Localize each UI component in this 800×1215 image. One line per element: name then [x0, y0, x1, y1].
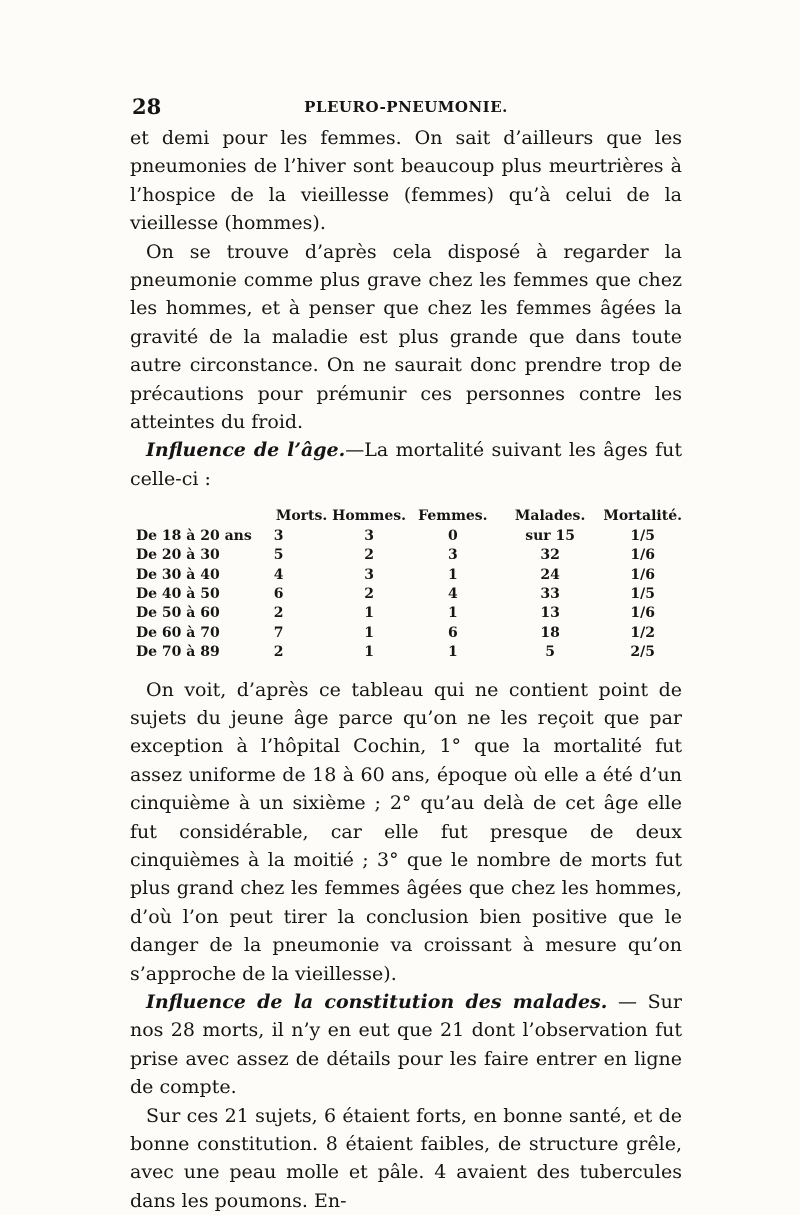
- page-number: 28: [132, 94, 162, 119]
- table-cell: sur 15: [525, 527, 576, 544]
- table-cell: 1/6: [630, 605, 655, 622]
- table-row: [130, 585, 682, 604]
- table-cell: 2/5: [630, 644, 655, 661]
- table-cell: 1/6: [630, 566, 655, 583]
- page-body: [130, 124, 682, 1215]
- table-cell: 1/6: [630, 547, 655, 564]
- text-run: et demi pour les femmes. On sait d’ailleurs que les pneumonies de l’hiver sont beaucoup plus meurtrières à l’hospice de la vieillesse (femmes) qu’à celui de la vieillesse (hommes).: [130, 127, 682, 235]
- column-header: Morts.: [275, 508, 328, 525]
- table-cell: 6: [273, 585, 284, 602]
- table-cell: 18: [540, 624, 560, 641]
- table-cell: De 30 à 40: [136, 566, 220, 583]
- table-cell: 1: [447, 566, 458, 583]
- table-cell: 3: [273, 527, 284, 544]
- table-cell: 1: [447, 605, 458, 622]
- text-run: On voit, d’après ce tableau qui ne contient point de sujets du jeune âge parce qu’on ne les reçoit que par exception à l’hôpital Cochin, 1° que la mortalité fut assez uniforme de 18 à 60 ans, époque où elle a été d’un cinquième à un sixième ; 2° qu’au delà de cet âge elle fut considérable, car elle fut presque de deux cinquièmes à la moitié ; 3° que le nombre de morts fut plus grand chez les femmes âgées que chez les hommes, d’où l’on peut tirer la conclusion bien positive que le danger de la pneumonie va croissant à mesure qu’on s’approche de la vieillesse).: [130, 678, 682, 985]
- table-row: [130, 527, 682, 546]
- column-header: Mortalité.: [603, 508, 682, 525]
- table-cell: 2: [273, 644, 284, 661]
- table-cell: 4: [273, 566, 284, 583]
- table-cell: De 50 à 60: [136, 605, 220, 622]
- page-header: [130, 94, 682, 118]
- text-run: Sur ces 21 sujets, 6 étaient forts, en bonne santé, et de bonne constitution. 8 étaient faibles, de structure grêle, avec une peau molle et pâle. 4 avaient des tubercules dans les poumons. En-: [130, 1104, 682, 1212]
- table-row: [130, 546, 682, 565]
- section-heading: Influence de la constitution des malades.: [146, 991, 608, 1013]
- table-cell: 1/5: [630, 527, 655, 544]
- table-cell: De 40 à 50: [136, 585, 220, 602]
- table-header-row: [130, 507, 682, 526]
- paragraph: [130, 1102, 682, 1215]
- text-run: On se trouve d’après cela disposé à regarder la pneumonie comme plus grave chez les femmes que chez les hommes, et à penser que chez les femmes âgées la gravité de la maladie est plus grande que dans toute autre circonstance. On ne saurait donc prendre trop de précautions pour prémunir ces personnes contre les atteintes du froid.: [130, 240, 682, 434]
- table-row: [130, 643, 682, 662]
- section-heading: Influence de l’âge.: [146, 439, 346, 462]
- table-cell: 2: [364, 585, 374, 602]
- table-cell: 4: [447, 585, 458, 602]
- table-cell: 3: [364, 566, 374, 583]
- table-cell: De 20 à 30: [136, 547, 220, 564]
- table-cell: 1/5: [630, 585, 655, 602]
- table-cell: 13: [540, 605, 560, 622]
- column-header: Malades.: [514, 508, 586, 525]
- table-cell: De 18 à 20 ans: [136, 527, 252, 544]
- table-cell: 7: [273, 624, 284, 641]
- table-cell: 1/2: [630, 624, 655, 641]
- table-cell: 24: [540, 566, 560, 583]
- mortality-by-age-table: [130, 507, 682, 662]
- table-cell: 2: [273, 605, 284, 622]
- table-row: [130, 624, 682, 643]
- paragraph: [130, 124, 682, 238]
- paragraph: [130, 988, 682, 1102]
- text-after-table: [130, 676, 682, 1215]
- paragraph: [130, 436, 682, 493]
- table-cell: 1: [364, 644, 374, 661]
- table-row: [130, 566, 682, 585]
- text-run: — Sur nos 28 morts, il n’y en eut que 21 dont l’observation fut prise avec assez de détails pour les faire entrer en ligne de compte.: [130, 991, 682, 1099]
- running-title: PLEURO-PNEUMONIE.: [304, 98, 508, 116]
- column-header: Hommes.: [332, 508, 406, 525]
- table-cell: 1: [364, 624, 374, 641]
- column-header: Femmes.: [418, 508, 488, 525]
- table-cell: 6: [447, 624, 458, 641]
- table-row: [130, 604, 682, 623]
- table-cell: 5: [545, 644, 555, 661]
- table-cell: 3: [364, 527, 374, 544]
- text-before-table: [130, 124, 682, 493]
- table-cell: 1: [447, 644, 458, 661]
- text-run: —La mortalité suivant les âges fut celle-ci :: [130, 439, 682, 490]
- table-cell: 33: [540, 585, 560, 602]
- paragraph: [130, 238, 682, 437]
- table-cell: 3: [447, 547, 458, 564]
- table-cell: 1: [364, 605, 374, 622]
- column-header: [130, 507, 274, 526]
- table-cell: 0: [447, 527, 458, 544]
- table-cell: 32: [540, 547, 560, 564]
- table-cell: De 60 à 70: [136, 624, 220, 641]
- paragraph: [130, 676, 682, 988]
- table-cell: 2: [364, 547, 374, 564]
- table-cell: 5: [273, 547, 284, 564]
- table-cell: De 70 à 89: [136, 644, 220, 661]
